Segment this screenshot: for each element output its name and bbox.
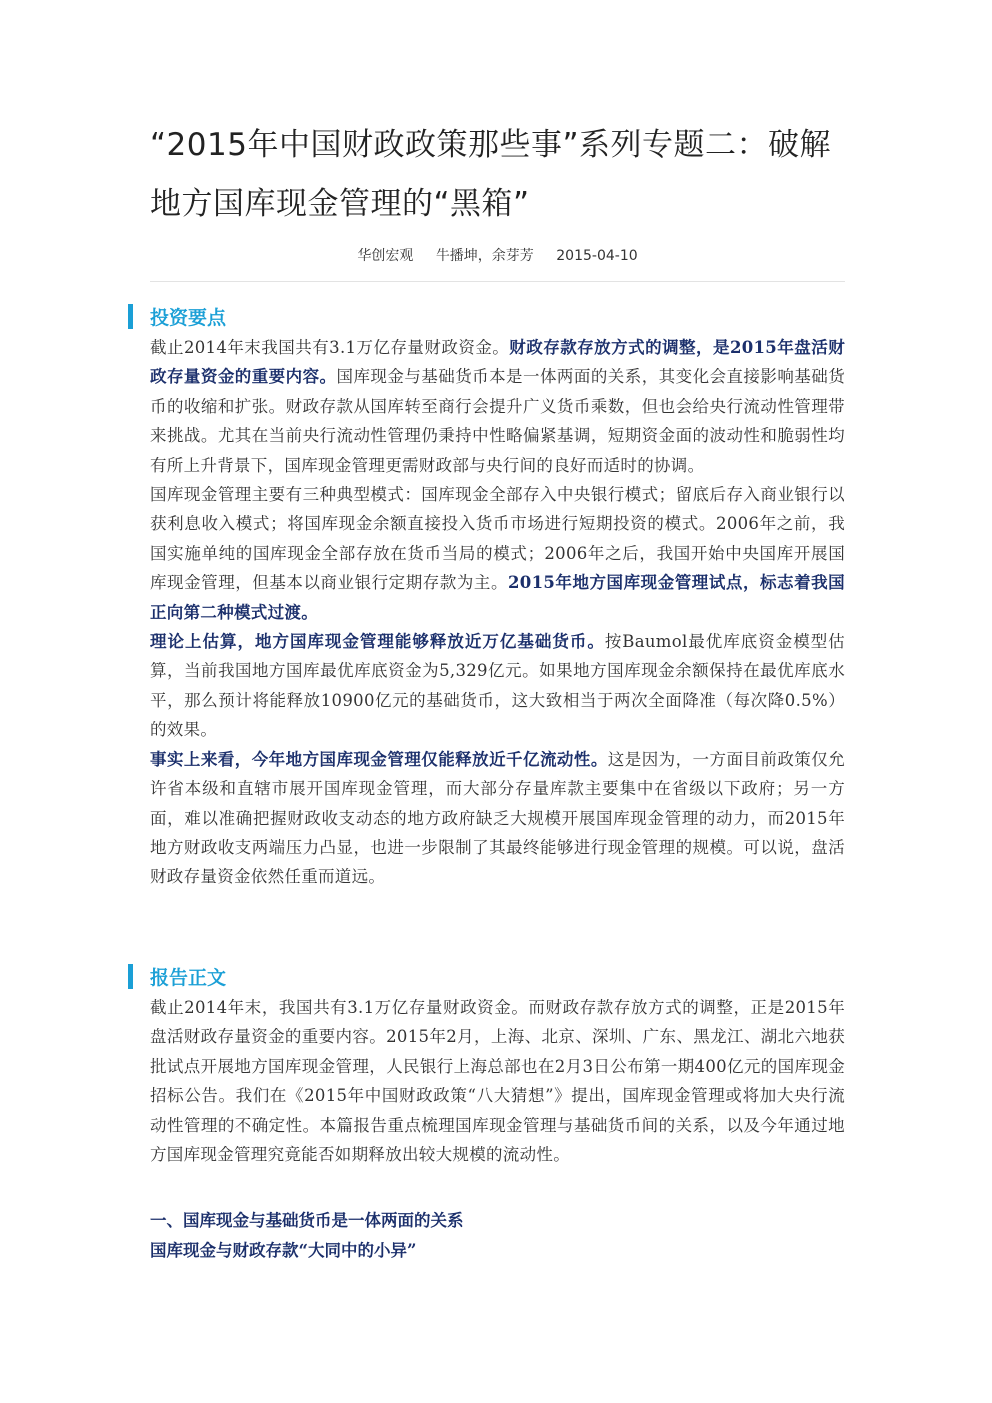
paragraph xyxy=(150,480,845,627)
paragraph xyxy=(150,627,845,745)
text-run: 按Baumol最优库底资金模型估算，当前我国地方国库最优库底资金为5,329亿元。如果地方国库现金余额保持在最优库底水平，那么预计将能释放10900亿元的基础货币，这大致相当于两次全面降准（每次降0.5%）的效果。 xyxy=(150,632,845,740)
byline xyxy=(150,245,845,265)
text-run: 截止2014年末我国共有3.1万亿存量财政资金。 xyxy=(150,338,510,357)
section-bar-icon xyxy=(128,964,133,989)
text-run: 国库现金与基础货币本是一体两面的关系，其变化会直接影响基础货币的收缩和扩张。财政存款从国库转至商行会提升广义货币乘数，但也会给央行流动性管理带来挑战。尤其在当前央行流动性管理仍秉持中性略偏紧基调，短期资金面的波动性和脆弱性均有所上升背景下，国库现金管理更需财政部与央行间的良好而适时的协调。 xyxy=(150,367,846,475)
header-divider xyxy=(150,281,845,282)
byline-date: 2015-04-10 xyxy=(556,248,638,264)
highlight-text: 财政存款存放方式的调整，是2015年盘活财政存量资金的重要内容。 xyxy=(150,338,845,387)
byline-authors: 牛播坤，余芽芳 xyxy=(435,248,534,264)
section-heading-report-body xyxy=(128,963,226,989)
byline-org: 华创宏观 xyxy=(357,248,414,264)
paragraph xyxy=(150,333,845,480)
text-run: 这是因为，一方面目前政策仅允许省本级和直辖市展开国库现金管理，而大部分存量库款主要集中在省级以下政府；另一方面，难以准确把握财政收支动态的地方政府缺乏大规模开展国库现金管理的动力，而2015年地方财政收支两端压力凸显，也进一步限制了其最终能够进行现金管理的规模。可以说，盘活财政存量资金依然任重而道远。 xyxy=(150,749,845,887)
subheading-2: 国库现金与财政存款“大同中的小异” xyxy=(150,1241,417,1260)
section-heading-text: 报告正文 xyxy=(150,966,227,989)
highlight-text: 事实上来看，今年地方国库现金管理仅能释放近千亿流动性。 xyxy=(150,749,608,769)
paragraph: 截止2014年末，我国共有3.1万亿存量财政资金。而财政存款存放方式的调整，正是2015年盘活财政存量资金的重要内容。2015年2月，上海、北京、深圳、广东、黑龙江、湖北六地获批试点开展地方国库现金管理，人民银行上海总部也在2月3日公布第一期400亿元的国库现金招标公告。我们在《2015年中国财政政策“八大猜想”》提出，国库现金管理或将加大央行流动性管理的不确定性。本篇报告重点梳理国库现金管理与基础货币间的关系，以及今年通过地方国库现金管理究竟能否如期释放出较大规模的流动性。 xyxy=(150,998,845,1165)
highlight-text: 理论上估算，地方国库现金管理能够释放近万亿基础货币。 xyxy=(150,632,605,652)
highlight-text: 2015年地方国库现金管理试点，标志着我国正向第二种模式过渡。 xyxy=(150,573,845,622)
section-investment-points-body xyxy=(150,333,845,892)
text-run: 国库现金管理主要有三种典型模式：国库现金全部存入中央银行模式；留底后存入商业银行以获利息收入模式；将国库现金余额直接投入货币市场进行短期投资的模式。2006年之前，我国实施单纯的国库现金全部存放在货币当局的模式；2006年之后，我国开始中央国库开展国库现金管理，但基本以商业银行定期存款为主。 xyxy=(150,485,845,593)
section-bar-icon xyxy=(128,304,133,329)
subheading-1: 一、国库现金与基础货币是一体两面的关系 xyxy=(150,1211,464,1230)
section-report-body xyxy=(150,993,845,1169)
section-heading-text: 投资要点 xyxy=(150,306,227,329)
paragraph xyxy=(150,745,845,892)
report-title: “2015年中国财政政策那些事”系列专题二：破解地方国库现金管理的“黑箱” xyxy=(150,127,832,222)
section-heading-investment-points xyxy=(128,303,226,329)
